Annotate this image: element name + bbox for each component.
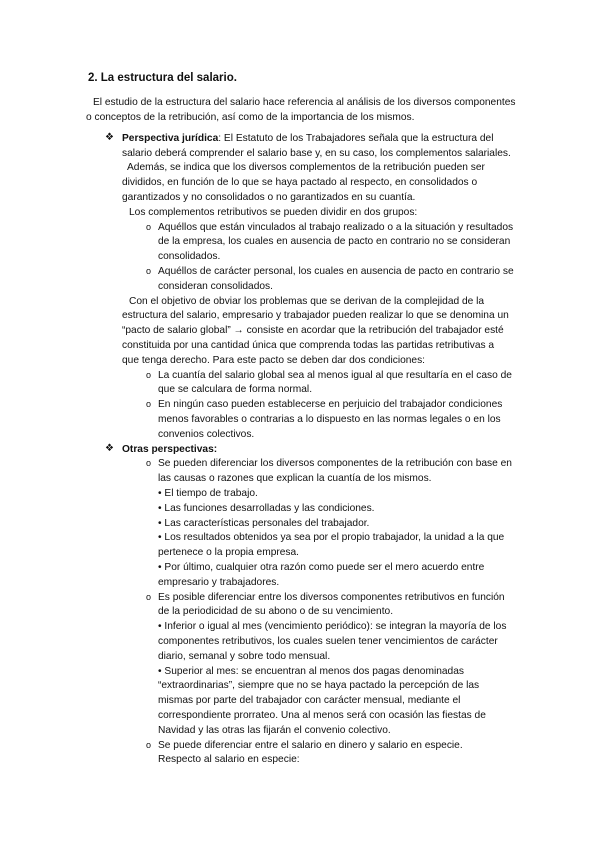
paragraph-line: Además, se indica que los diversos complementos de la retribución pueden ser	[127, 162, 485, 174]
list-item-line: Respecto al salario en especie:	[158, 754, 300, 766]
list-item-line: de la empresa, los cuales en ausencia de pacto en contrario no se consideran	[158, 236, 511, 248]
sub-bullet-icon: o	[146, 266, 152, 276]
sub-bullet-icon: o	[146, 369, 152, 380]
list-item-line: empresario y trabajadores.	[158, 576, 280, 588]
list-item-line: • Las características personales del trabajador.	[158, 517, 370, 529]
list-item-line: Se puede diferenciar entre el salario en dinero y salario en especie.	[158, 739, 463, 751]
bullet-title-rest: : El Estatuto de los Trabajadores señala que la estructura del	[218, 132, 494, 144]
bullet-title: Perspectiva jurídica	[122, 132, 219, 144]
list-item-line: convenios colectivos.	[158, 428, 255, 440]
list-item-line: diario, semanal y sobre todo mensual.	[158, 650, 331, 662]
sub-bullet-icon: o	[146, 458, 152, 469]
paragraph-line: estructura del salario, empresario y trabajador pueden realizar lo que se denomina un	[122, 310, 509, 322]
list-item-line: mismas por parte del trabajador con carácter mensual, mediante el	[158, 695, 461, 707]
paragraph-line: divididos, en función de lo que se haya pactado al respecto, en consolidados o	[122, 177, 478, 189]
section-heading: 2. La estructura del salario.	[88, 72, 237, 84]
list-item-line: menos favorables o contrarias a lo dispuesto en las normas legales o en los	[158, 414, 501, 425]
list-item-line: La cuantía del salario global sea al menos igual al que resultaría en el caso de	[158, 369, 512, 381]
list-item-line: • Inferior o igual al mes (vencimiento periódico): se integran la mayoría de los	[158, 621, 507, 633]
list-item-line: Se pueden diferenciar los diversos componentes de la retribución con base en	[158, 458, 512, 470]
list-item-line: componentes retributivos, los cuales suelen tener vencimientos de carácter	[158, 636, 498, 647]
list-item-line: de la periodicidad de su abono o de su vencimiento.	[158, 606, 394, 618]
list-item-line: “extraordinarias”, siempre que no se haya pactado la percepción de las	[158, 680, 480, 692]
paragraph-line: salario deberá comprender el salario base y, en su caso, los complementos salariales.	[122, 147, 511, 159]
list-item-line: • Superior al mes: se encuentran al menos dos pagas denominadas	[158, 665, 464, 677]
paragraph-line: Con el objetivo de obviar los problemas que se derivan de la complejidad de la	[129, 295, 485, 307]
list-item-line: que se calculara de forma normal.	[158, 384, 313, 396]
list-item-line: • El tiempo de trabajo.	[158, 488, 258, 499]
intro-line: o conceptos de la retribución, así como de la importancia de los mismos.	[86, 111, 415, 123]
sub-bullet-icon: o	[146, 591, 152, 602]
list-item-line: correspondiente prorrateo. Una al menos será con ocasión las fiestas de	[158, 710, 486, 721]
list-item-line: • Los resultados obtenidos ya sea por el propio trabajador, la unidad a la que	[158, 532, 505, 544]
sub-bullet-icon: o	[146, 739, 152, 750]
sub-bullet-icon: o	[146, 399, 152, 410]
intro-line: El estudio de la estructura del salario hace referencia al análisis de los diversos componentes	[93, 97, 516, 108]
paragraph-line: garantizados y no consolidados o no garantizados en su cuantía.	[122, 192, 416, 203]
list-item-line: • Las funciones desarrolladas y las condiciones.	[158, 502, 375, 514]
list-item-line: Aquéllos de carácter personal, los cuales en ausencia de pacto en contrario se	[158, 266, 514, 277]
list-item-line: En ningún caso pueden establecerse en perjuicio del trabajador condiciones	[158, 399, 503, 411]
list-item-line: consolidados.	[158, 251, 221, 263]
bullet-title-line	[122, 132, 494, 145]
bullet-diamond-icon: ❖	[105, 442, 114, 454]
sub-bullet-icon: o	[146, 221, 152, 232]
list-item-line: Navidad y las otras las fijarán el convenio colectivo.	[158, 724, 391, 736]
list-item-line: pertenece o la propia empresa.	[158, 547, 300, 559]
paragraph-line: que tenga derecho. Para este pacto se deben dar dos condiciones:	[122, 354, 426, 366]
paragraph-line: constituida por una cantidad única que comprenda todas las partidas retributivas a	[122, 340, 495, 351]
bullet-title: Otras perspectivas:	[122, 443, 218, 455]
list-item-line: • Por último, cualquier otra razón como puede ser el mero acuerdo entre	[158, 562, 485, 573]
list-item-line: consideran consolidados.	[158, 280, 273, 292]
list-item-line: Aquéllos que están vinculados al trabajo realizado o a la situación y resultados	[158, 221, 514, 233]
list-item-line: Es posible diferenciar entre los diversos componentes retributivos en función	[158, 591, 505, 603]
paragraph-line: Los complementos retributivos se pueden dividir en dos grupos:	[129, 206, 418, 218]
paragraph-line: “pacto de salario global” → consiste en acordar que la retribución del trabajador esté	[122, 325, 504, 337]
list-item-line: las causas o razones que explican la cuantía de los mismos.	[158, 473, 432, 485]
bullet-diamond-icon: ❖	[105, 131, 114, 143]
